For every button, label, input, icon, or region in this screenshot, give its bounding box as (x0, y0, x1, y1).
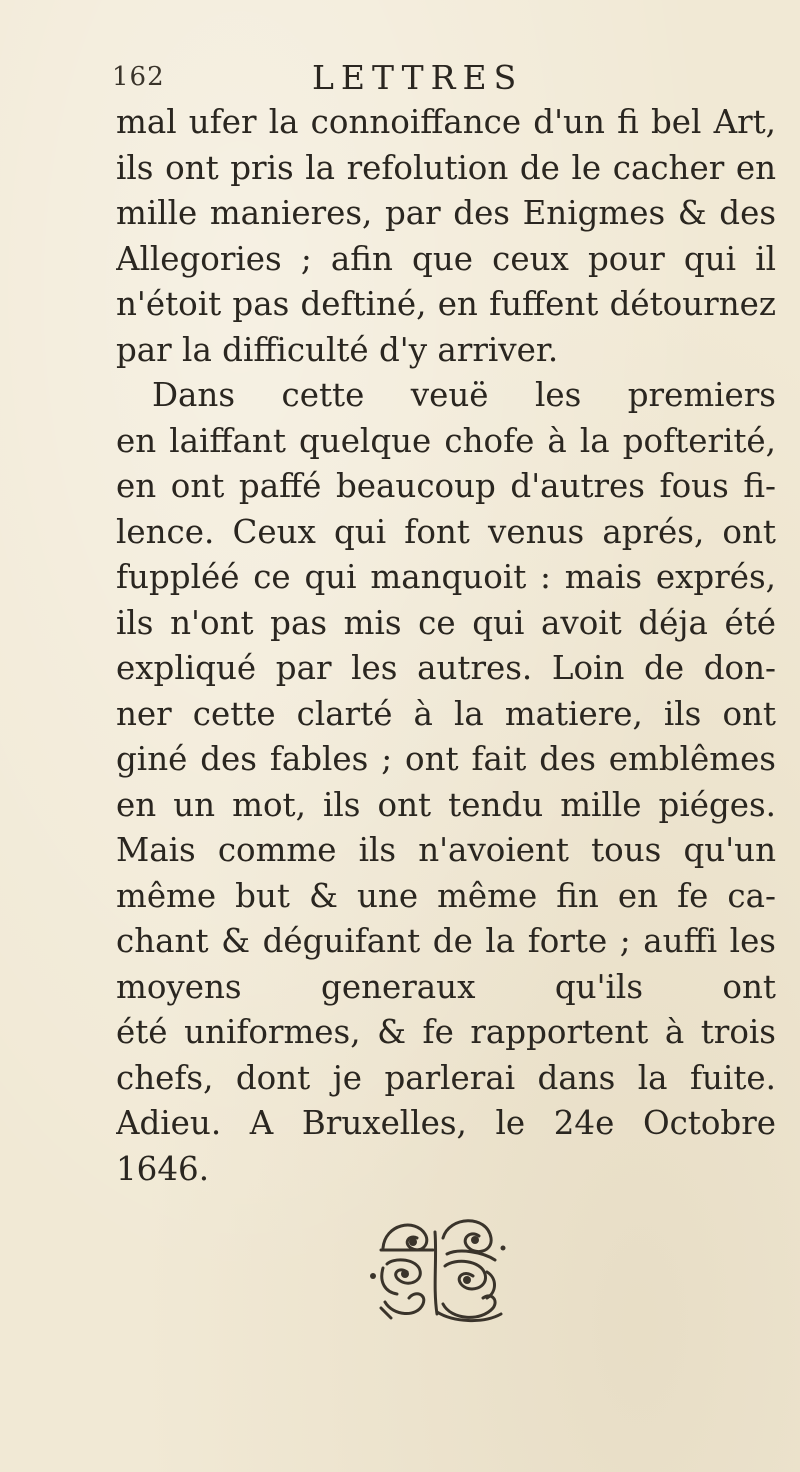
text-line: en laiffant quelque chofe à la pofterité, (116, 421, 776, 460)
text-line: par la difficulté d'y arriver. (116, 330, 559, 369)
text-line: chefs, dont je parlerai dans la fuite. (116, 1058, 776, 1097)
letter-text (116, 100, 776, 1192)
text-line: Dans cette veuë les premiers (152, 376, 776, 414)
text-line: moyens generaux qu'ils ont (116, 967, 776, 1006)
text-line: Adieu. A Bruxelles, le 24e Octobre (116, 1104, 776, 1142)
text-line: en ont paffé beaucoup d'autres fous fi- (116, 467, 776, 505)
text-line: n'étoit pas deftiné, en fuffent détournez (116, 285, 776, 323)
text-line: ils n'ont pas mis ce qui avoit déja été (116, 603, 776, 642)
text-line: 1646. (116, 1149, 210, 1188)
text-line: même but & une même fin en fe ca- (116, 876, 776, 915)
running-head: LETTRES (312, 58, 524, 97)
page-number: 162 (112, 62, 165, 92)
fleuron-ornament-icon (363, 1208, 515, 1326)
text-line: mal ufer la connoiffance d'un fi bel Art, (116, 103, 776, 141)
text-line: giné des fables ; ont fait des emblêmes (116, 740, 776, 778)
text-line: chant & déguifant de la forte ; auffi les (116, 922, 776, 960)
text-line: été uniformes, & fe rapportent à trois (116, 1013, 776, 1051)
text-line: en un mot, ils ont tendu mille piéges. (116, 785, 776, 824)
text-line: expliqué par les autres. Loin de don- (116, 649, 776, 687)
text-line: lence. Ceux qui font venus aprés, ont (116, 512, 776, 551)
text-line: ils ont pris la refolution de le cacher en (116, 148, 776, 187)
text-line: fuppléé ce qui manquoit : mais exprés, (116, 558, 776, 596)
text-line: mille manieres, par des Enigmes & des (116, 194, 776, 232)
page-header (112, 58, 632, 98)
text-line: ner cette clarté à la matiere, ils ont (116, 694, 776, 733)
text-line: Allegories ; afin que ceux pour qui il (116, 239, 776, 278)
text-line: Mais comme ils n'avoient tous qu'un (116, 831, 776, 869)
